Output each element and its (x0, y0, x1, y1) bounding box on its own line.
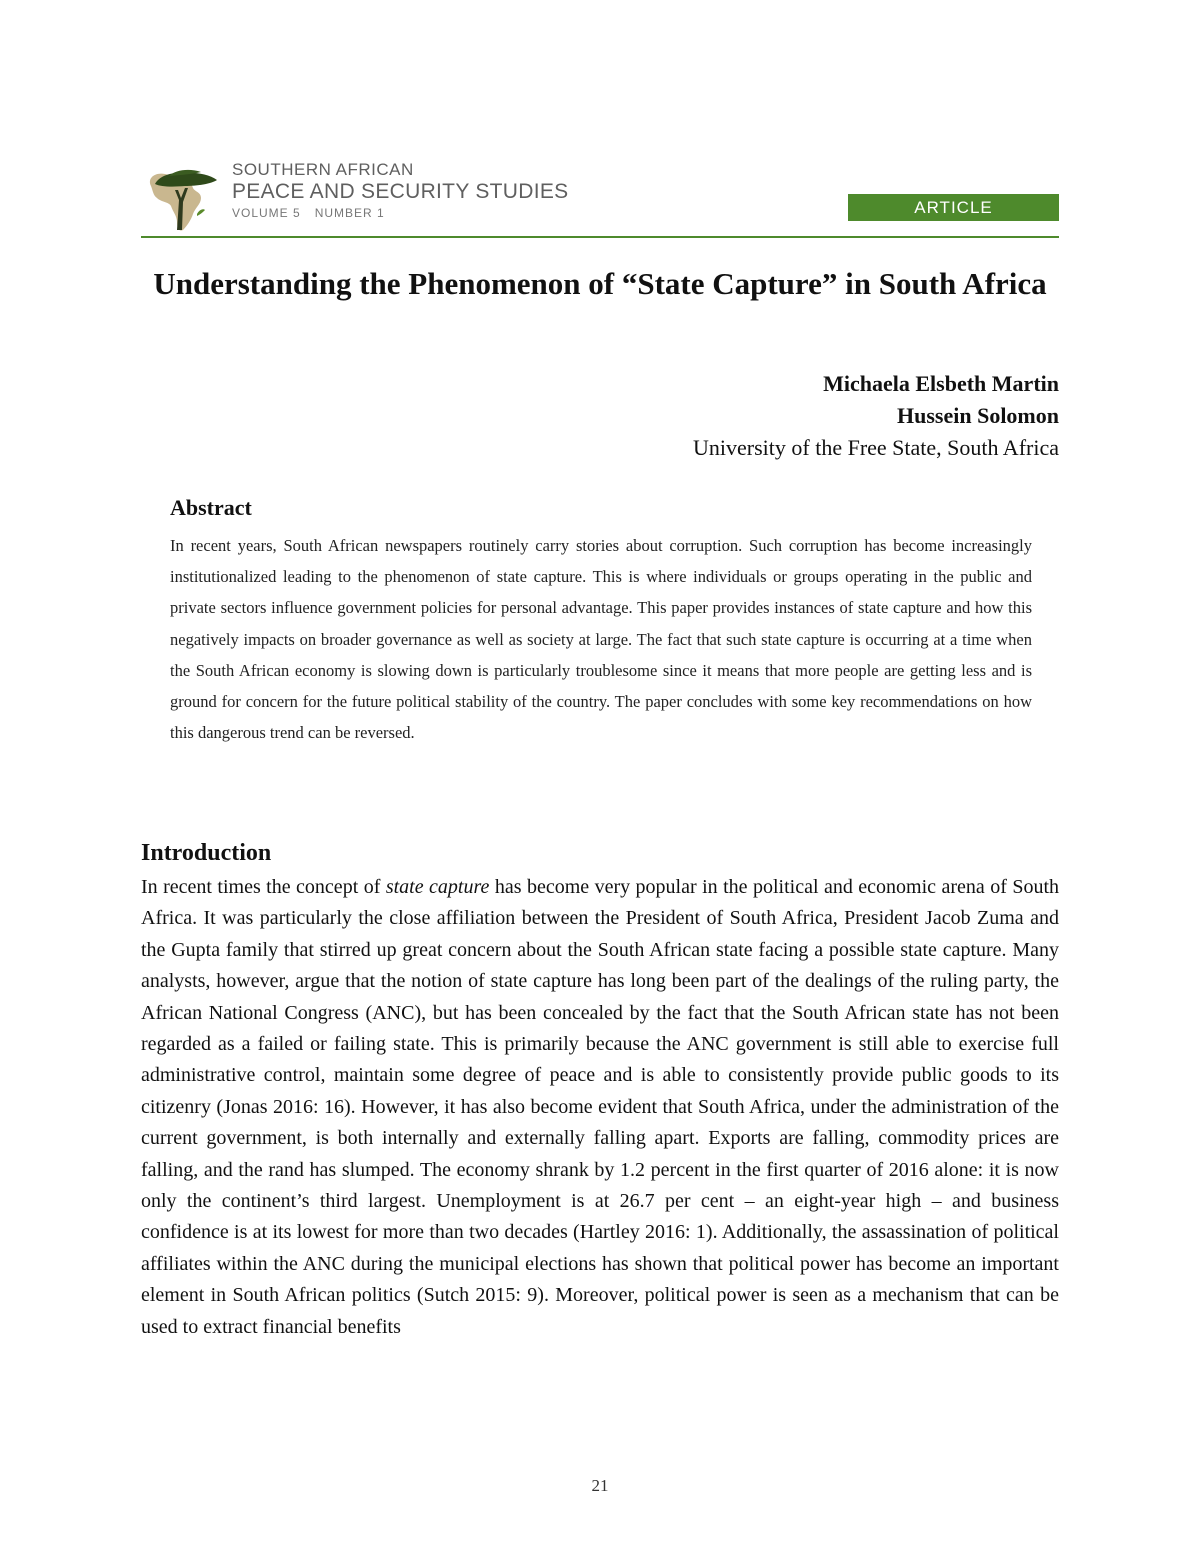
author-name: Hussein Solomon (897, 403, 1059, 428)
author-name: Michaela Elsbeth Martin (823, 371, 1059, 396)
author-block (693, 368, 1059, 464)
journal-header (141, 152, 1059, 240)
article-type-badge: ARTICLE (848, 194, 1059, 221)
abstract-heading: Abstract (170, 495, 252, 520)
abstract-text: In recent years, South African newspapers routinely carry stories about corruption. Such corruption has become increasingly institutionalized leading to the phenomenon of state capture. This is where individuals or groups operating in the public and private sectors influence government policies for personal advantage. This paper provides instances of state capture and how this negatively impacts on broader governance as well as society at large. The fact that such state capture is occurring at a time when the South African economy is slowing down is particularly troublesome since it means that more people are getting less and is ground for concern for the future political stability of the country. The paper concludes with some key recommendations on how this dangerous trend can be reversed. (170, 536, 1032, 743)
header-divider (141, 236, 1059, 238)
introduction-paragraph (141, 872, 1059, 1343)
acacia-tree-africa-icon (141, 156, 223, 234)
article-title: Understanding the Phenomenon of “State Capture” in South Africa (153, 266, 1047, 301)
intro-text-start: In recent times the concept of (141, 876, 386, 898)
journal-volume: VOLUME 5 (232, 206, 301, 220)
introduction-heading: Introduction (141, 840, 272, 866)
page-number: 21 (591, 1476, 609, 1495)
journal-issue (232, 204, 569, 222)
journal-masthead (232, 160, 569, 222)
italic-term: state capture (385, 876, 490, 898)
author-affiliation: University of the Free State, South Africa (693, 435, 1059, 460)
journal-name: PEACE AND SECURITY STUDIES (232, 180, 569, 203)
journal-number: NUMBER 1 (314, 206, 385, 220)
intro-text-rest: has become very popular in the political and economic arena of South Africa. It was particularly the close affiliation between the President of South Africa, President Jacob Zuma and the Gupta family that stirred up great concern about the South African state facing a possible state capture. Many analysts, however, argue that the notion of state capture has long been part of the dealings of the ruling party, the African National Congress (ANC), but has been concealed by the fact that the South African state has not been regarded as a failed or failing state. This is primarily because the ANC government is still able to exercise full administrative control, maintain some degree of peace and is able to consistently provide public goods to its citizenry (Jonas 2016: 16). However, it has also become evident that South Africa, under the administration of the current government, is both internally and externally falling apart. Exports are falling, commodity prices are falling, and the rand has slumped. The economy shrank by 1.2 percent in the first quarter of 2016 alone: it is now only the continent’s third largest. Unemployment is at 26.7 per cent – an eight-year high – and business confidence is at its lowest for more than two decades (Hartley 2016: 1). Additionally, the assassination of political affiliates within the ANC during the municipal elections has shown that political power has become an important element in South African politics (Sutch 2015: 9). Moreover, political power is seen as a mechanism that can be used to extract financial benefits (141, 876, 1060, 1338)
journal-region: SOUTHERN AFRICAN (232, 160, 414, 179)
